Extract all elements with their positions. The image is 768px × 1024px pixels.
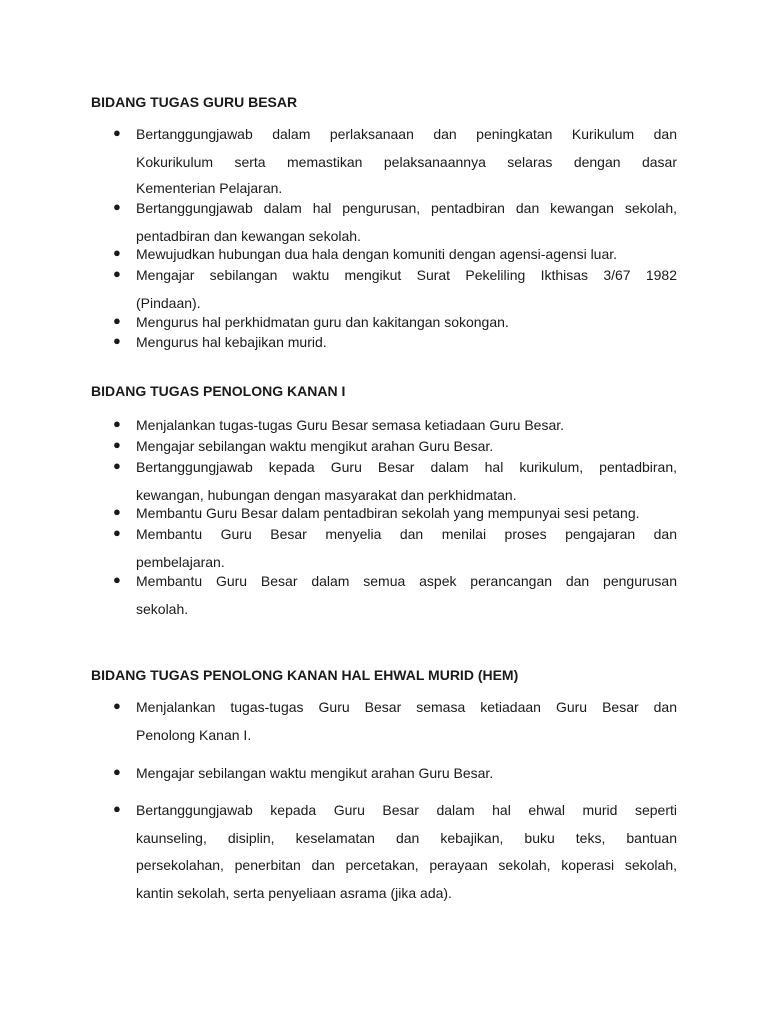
- list-item-line: pembelajaran.: [136, 554, 225, 570]
- list-item-line: (Pindaan).: [136, 295, 201, 311]
- bullet-icon: ●: [113, 458, 121, 473]
- list-item-line: Membantu Guru Besar dalam pentadbiran sekolah yang mempunyai sesi petang.: [136, 505, 640, 521]
- list-item-line: Menjalankan tugas-tugas Guru Besar semasa ketiadaan Guru Besar dan: [136, 699, 677, 715]
- bullet-icon: ●: [113, 764, 121, 779]
- list-item-line: Bertanggungjawab kepada Guru Besar dalam hal ehwal murid seperti: [136, 802, 677, 818]
- list-item-line: Bertanggungjawab dalam hal pengurusan, pentadbiran dan kewangan sekolah,: [136, 200, 677, 216]
- bullet-icon: ●: [113, 125, 121, 140]
- list-item-line: persekolahan, penerbitan dan percetakan, perayaan sekolah, koperasi sekolah,: [136, 857, 677, 873]
- list-item-line: Bertanggungjawab dalam perlaksanaan dan peningkatan Kurikulum dan: [136, 126, 677, 142]
- list-item-line: Menjalankan tugas-tugas Guru Besar semasa ketiadaan Guru Besar.: [136, 417, 565, 433]
- list-item-line: Mengajar sebilangan waktu mengikut arahan Guru Besar.: [136, 438, 494, 454]
- bullet-icon: ●: [113, 572, 121, 587]
- list-item-line: kewangan, hubungan dengan masyarakat dan perkhidmatan.: [136, 487, 517, 503]
- list-item-line: Mengurus hal perkhidmatan guru dan kakitangan sokongan.: [136, 314, 509, 330]
- list-item-line: Penolong Kanan I.: [136, 727, 252, 743]
- bullet-icon: ●: [113, 266, 121, 281]
- bullet-icon: ●: [113, 313, 121, 328]
- list-item-line: Kementerian Pelajaran.: [136, 180, 283, 196]
- section-heading-penolong-kanan-i: BIDANG TUGAS PENOLONG KANAN I: [91, 383, 346, 399]
- bullet-icon: ●: [113, 416, 121, 431]
- section-heading-guru-besar: BIDANG TUGAS GURU BESAR: [91, 94, 298, 110]
- bullet-icon: ●: [113, 333, 121, 348]
- list-item-line: Membantu Guru Besar dalam semua aspek perancangan dan pengurusan: [136, 573, 677, 589]
- section-heading-penolong-kanan-hem: BIDANG TUGAS PENOLONG KANAN HAL EHWAL MURID (HEM): [91, 667, 519, 683]
- bullet-icon: ●: [113, 437, 121, 452]
- list-item-line: kaunseling, disiplin, keselamatan dan kebajikan, buku teks, bantuan: [136, 830, 677, 846]
- bullet-icon: ●: [113, 698, 121, 713]
- bullet-icon: ●: [113, 504, 121, 519]
- list-item-line: Bertanggungjawab kepada Guru Besar dalam hal kurikulum, pentadbiran,: [136, 459, 677, 475]
- bullet-icon: ●: [113, 245, 121, 260]
- list-item-line: Mengurus hal kebajikan murid.: [136, 334, 327, 350]
- list-item-line: Mewujudkan hubungan dua hala dengan komuniti dengan agensi-agensi luar.: [136, 246, 618, 262]
- list-item-line: Kokurikulum serta memastikan pelaksanaannya selaras dengan dasar: [136, 154, 677, 170]
- bullet-icon: ●: [113, 199, 121, 214]
- bullet-icon: ●: [113, 525, 121, 540]
- list-item-line: pentadbiran dan kewangan sekolah.: [136, 228, 361, 244]
- list-item-line: Membantu Guru Besar menyelia dan menilai proses pengajaran dan: [136, 526, 677, 542]
- list-item-line: Mengajar sebilangan waktu mengikut Surat Pekeliling Ikthisas 3/67 1982: [136, 267, 677, 283]
- bullet-icon: ●: [113, 801, 121, 816]
- list-item-line: Mengajar sebilangan waktu mengikut arahan Guru Besar.: [136, 765, 494, 781]
- list-item-line: kantin sekolah, serta penyeliaan asrama (jika ada).: [136, 885, 452, 901]
- list-item-line: sekolah.: [136, 601, 189, 617]
